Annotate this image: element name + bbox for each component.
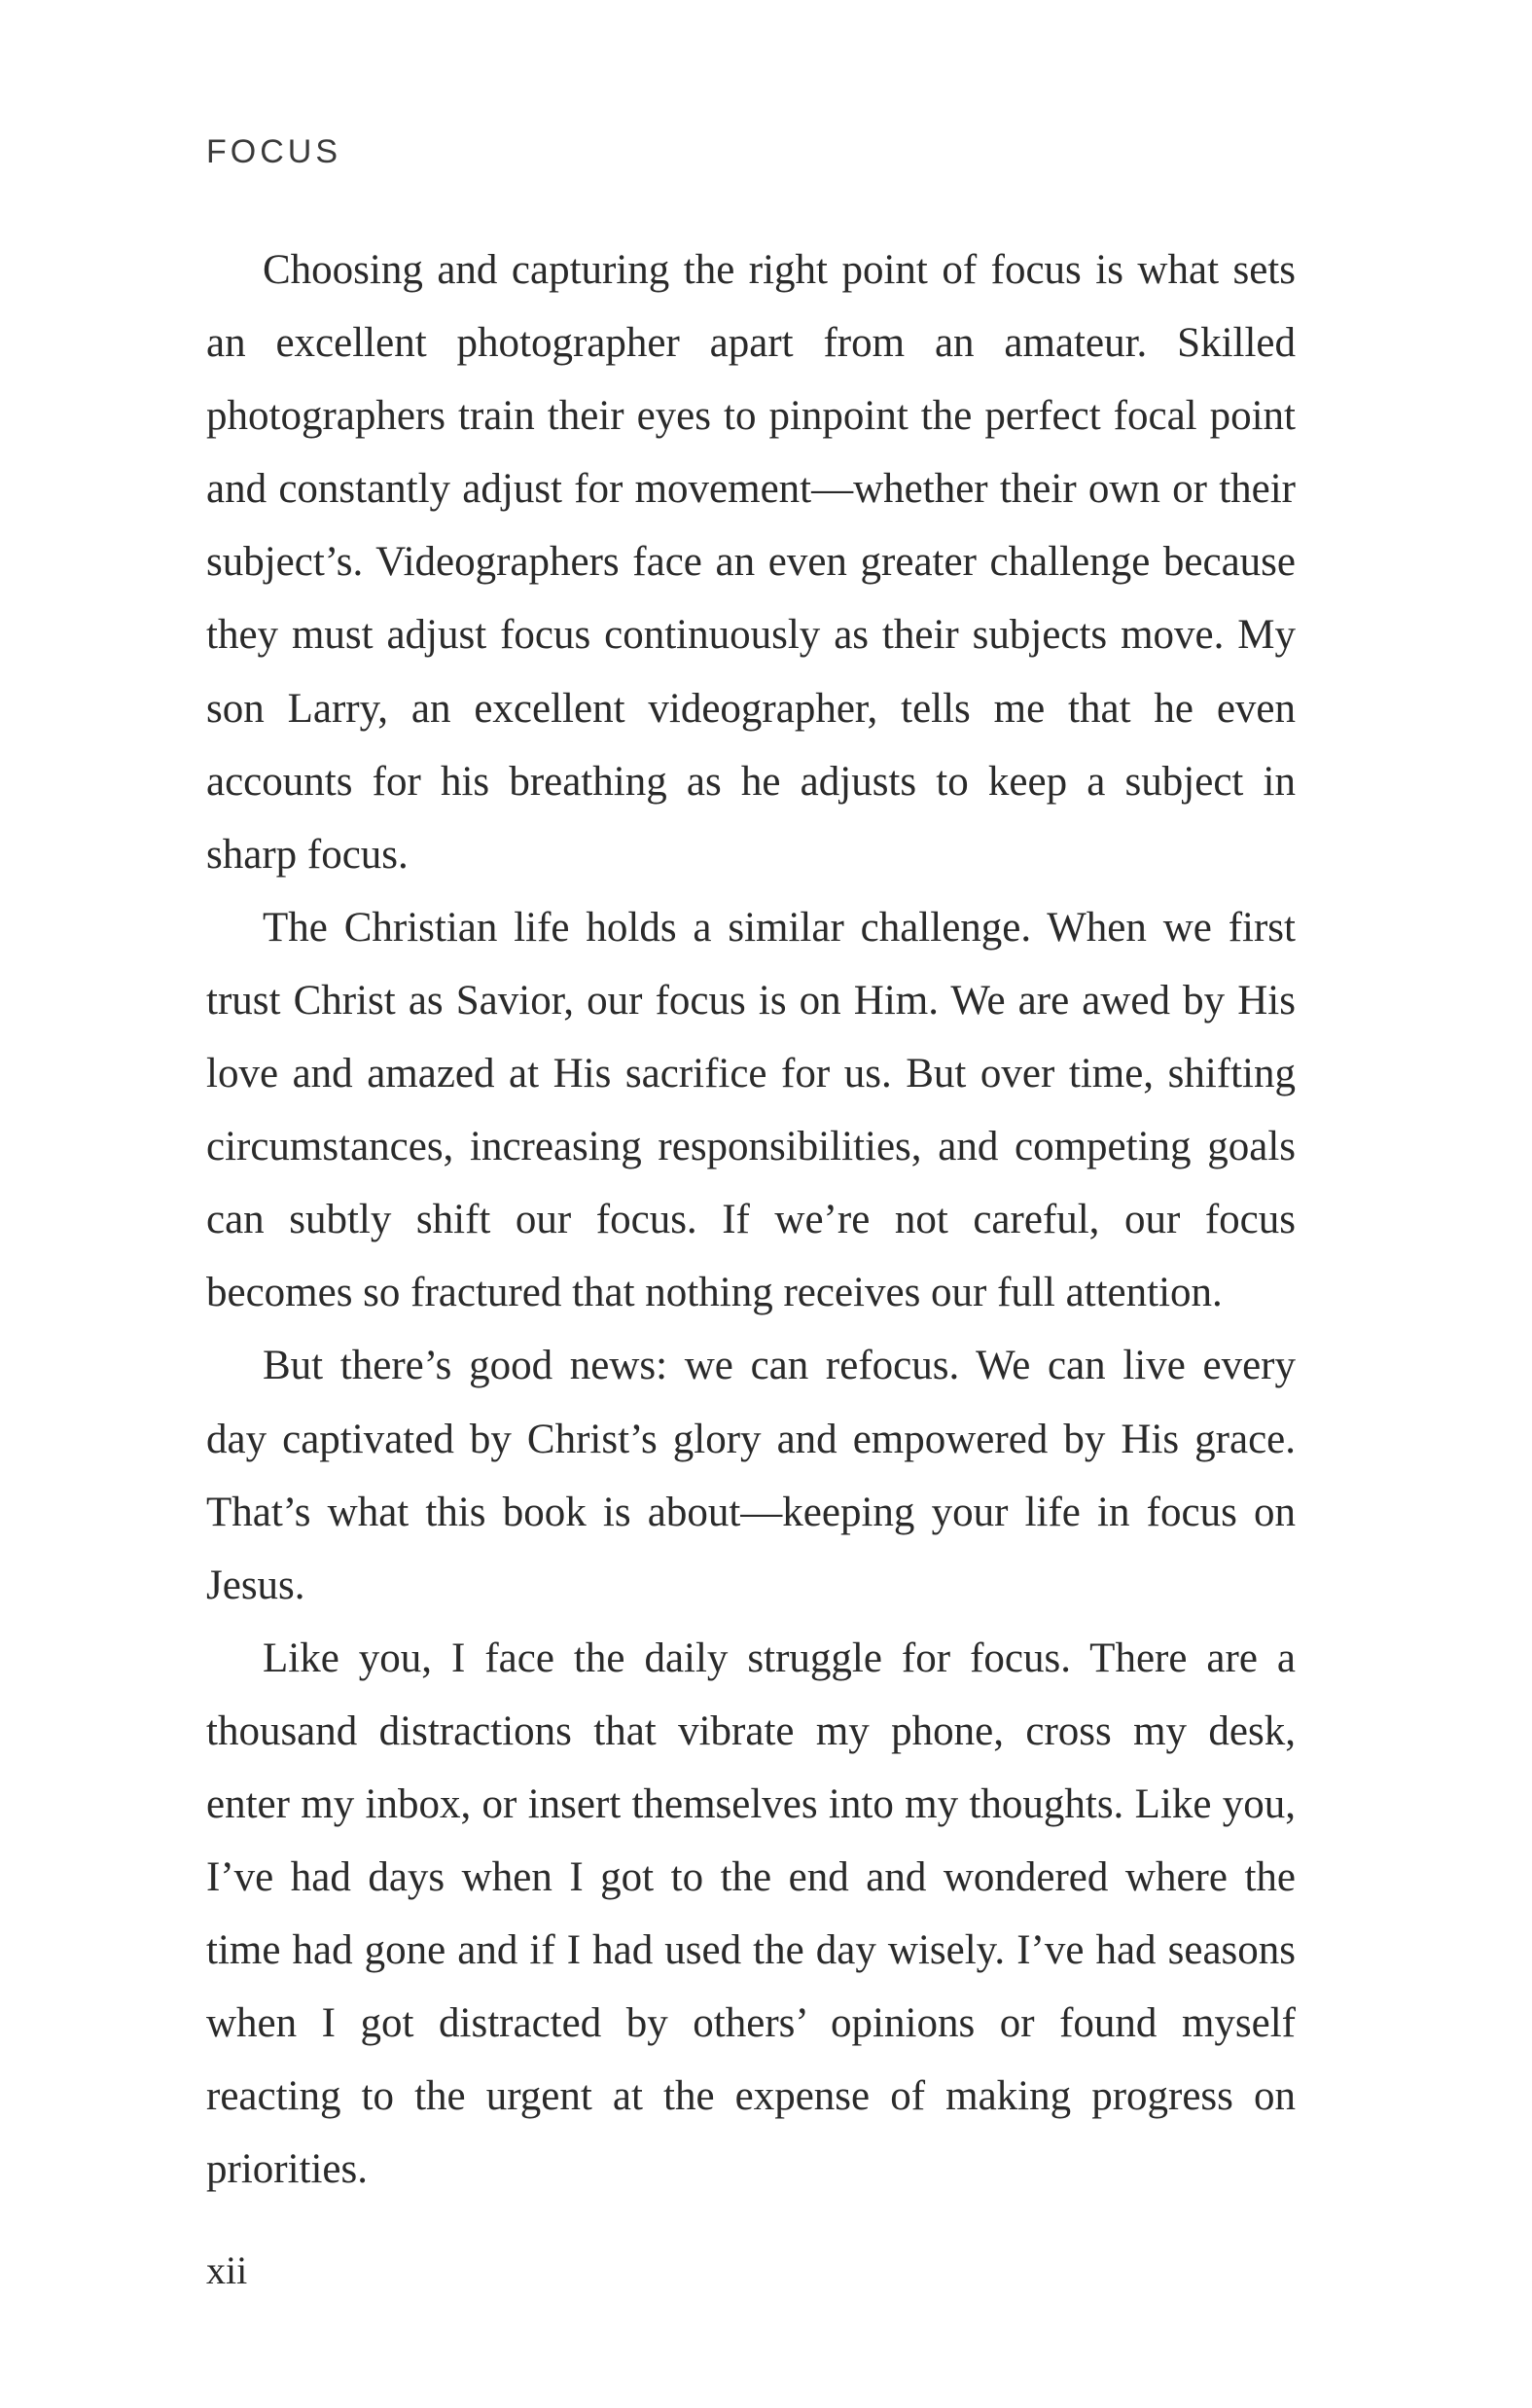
paragraph-3: But there’s good news: we can refocus. We can live every day captivated by Christ’s glory and empowered by His grace. That’s what this book is about—keeping your life in focus on Jesus. bbox=[206, 1343, 1296, 1608]
page-number: xii bbox=[206, 2248, 248, 2292]
running-head: FOCUS bbox=[206, 133, 341, 170]
paragraph-4: Like you, I face the daily struggle for focus. There are a thousand distractions that vibrate my phone, cross my desk, enter my inbox, or insert themselves into my thoughts. Like you, I’ve had days when I got to the end and wondered where the time had gone and if I had used the day wisely. I’ve had seasons when I got distracted by others’ opinions or found myself reacting to the urgent at the expense of making progress on priorities. bbox=[206, 1635, 1296, 2193]
body-text bbox=[206, 234, 1296, 2207]
paragraph-2: The Christian life holds a similar challenge. When we first trust Christ as Savior, our focus is on Him. We are awed by His love and amazed at His sacrifice for us. But over time, shifting circumstances, increasing responsibilities, and competing goals can subtly shift our focus. If we’re not careful, our focus becomes so fractured that nothing receives our full attention. bbox=[206, 904, 1296, 1316]
paragraph-1: Choosing and capturing the right point of focus is what sets an excellent photographer apart from an amateur. Skilled photographers train their eyes to pinpoint the perfect focal point and constantly adjust for movement—whether their own or their subject’s. Videographers face an even greater challenge because they must adjust focus continuously as their subjects move. My son Larry, an excellent videographer, tells me that he even accounts for his breathing as he adjusts to keep a subject in sharp focus. bbox=[206, 247, 1296, 878]
